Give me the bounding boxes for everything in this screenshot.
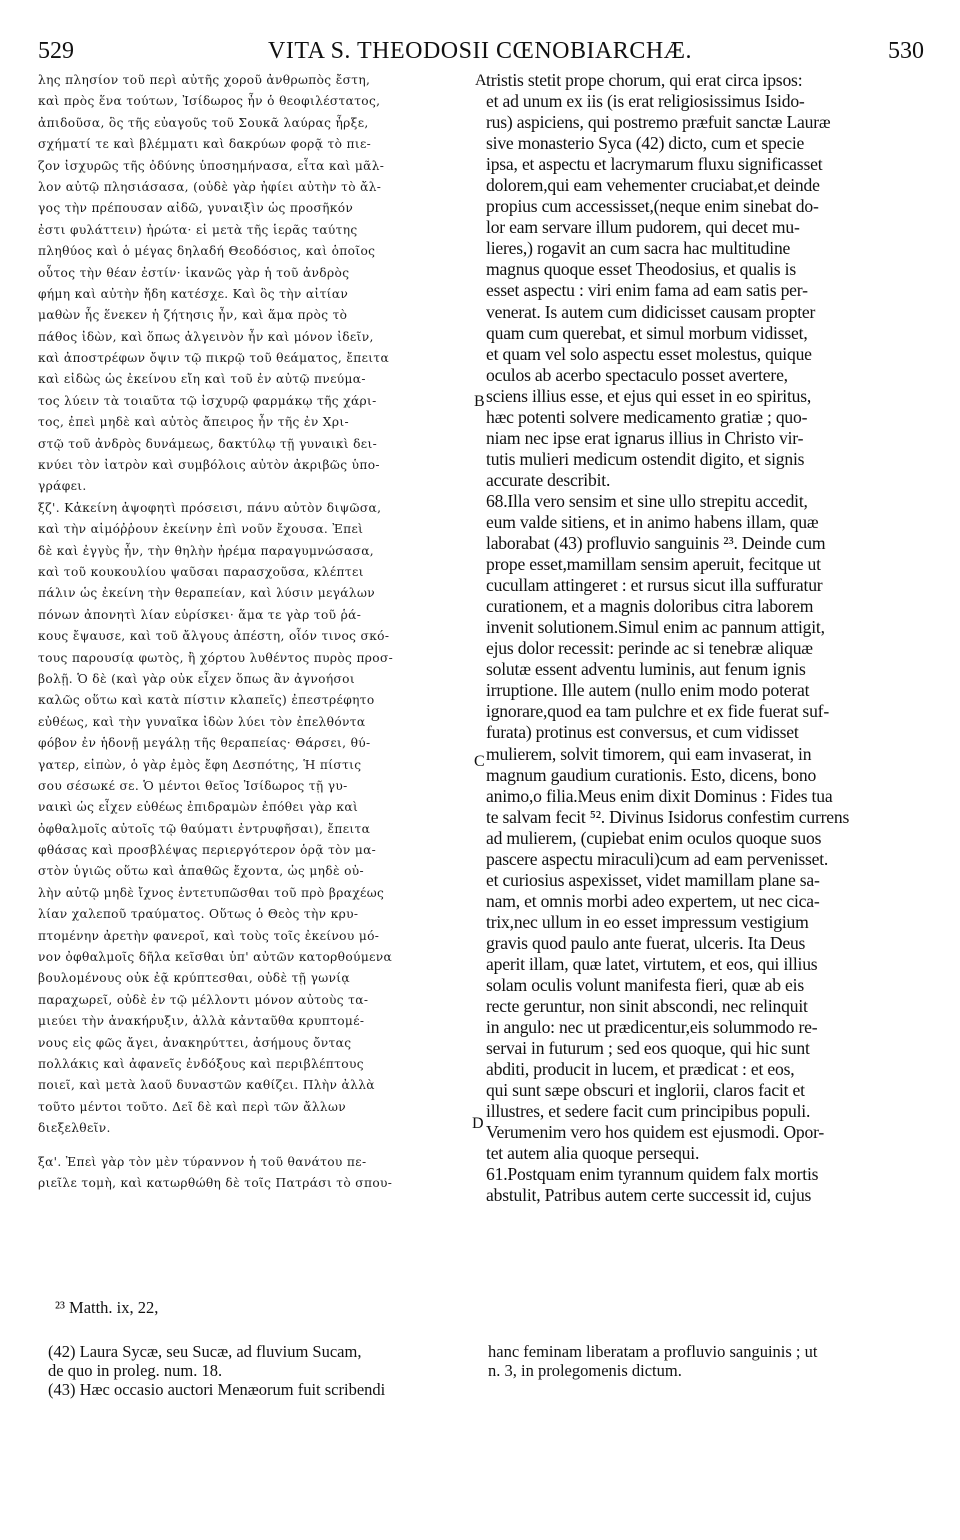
latin-text-line: abditi, producit in lucem, et prædicat : et eos,	[486, 1059, 795, 1080]
greek-text-line	[38, 1140, 490, 1152]
greek-text-line: ἀπιδοῦσα, ὃς τῆς εὐαγοῦς τοῦ Σουκᾶ λαύρας ἦρξε,	[38, 115, 369, 130]
running-header	[30, 38, 930, 68]
latin-text-line: sciens illius esse, et ejus qui esset in eo spiritus,	[486, 385, 812, 406]
latin-text-line: oculos ab acerbo spectaculo posset avertere,	[486, 364, 788, 385]
latin-text-line: tutis mulieri medicum ostendit digito, et signis	[486, 448, 805, 469]
greek-text-line: πόνων ἀπονητὶ λίαν εὑρίσκει· ἅμα τε γὰρ τοῦ ῥά-	[38, 607, 362, 622]
latin-text-line: 61.Postquam enim tyrannum quidem falx mortis	[486, 1164, 819, 1185]
latin-text-line: irruptione. Ille autem (nullo enim modo poterat	[486, 680, 810, 701]
latin-text-line: dolorem,qui eam vehementer cruciabat,et deinde	[486, 175, 820, 196]
greek-text-line: πτομένην ἀρετὴν φανεροῖ, καὶ τοὺς τοῖς ἐκείνου μό-	[38, 928, 380, 943]
latin-text-line: animo,o filia.Meus enim dixit Dominus : Fides tua	[486, 785, 833, 806]
greek-text-line: ἐστι φυλάττειν) ἠρώτα· εἰ μετὰ τῆς ἱερᾶς ταύτης	[38, 222, 358, 237]
greek-text-line: βολῇ. Ὁ δὲ (καὶ γὰρ οὐκ εἶχεν ὅπως ἂν ἀγνοήσοι	[38, 671, 355, 686]
latin-text-line: sive monasterio Syca (42) dicto, cum et specie	[486, 133, 805, 154]
greek-text-line: διεξελθεῖν.	[38, 1121, 111, 1136]
footnotes-left	[48, 1342, 478, 1399]
footnote-line: (43) Hæc occasio auctori Menæorum fuit scribendi	[48, 1380, 386, 1399]
greek-text-line: παραχωρεῖ, οὐδὲ ἐν τῷ μέλλοντι μόνον αὐτοὺς τα-	[38, 992, 369, 1007]
greek-text-line: ὀφθαλμοῖς αὐτοῖς τῷ θαύματι ἐντρυφῆσαι), ἔπειτα	[38, 821, 371, 836]
latin-text-line: quam cum querebat, et simul morbum vidisset,	[486, 322, 808, 343]
greek-text-line: λὴν αὐτῷ μηδὲ ἴχνος ἐντετυπῶσθαι τοῦ πρὸ βραχέως	[38, 885, 385, 900]
greek-text-line: τος, ἐπεὶ μηδὲ καὶ αὐτὸς ἄπειρος ἦν τῆς ἐν Χρι-	[38, 415, 349, 430]
greek-text-line: καλῶς οὕτω καὶ κατὰ πίστιν κλαπεῖς) ἐπεστρέφητο	[38, 693, 375, 708]
greek-text-line: μιεύει τὴν ἀνακήρυξιν, ἀλλὰ κἀνταῦθα κρυπτομέ-	[38, 1014, 365, 1029]
latin-text-line: 68.Illa vero sensim et sine ullo strepitu accedit,	[486, 490, 808, 511]
running-title: VITA S. THEODOSII CŒNOBIARCHÆ.	[268, 38, 692, 64]
latin-text-line: et quam vel solo aspectu esset molestus, quique	[486, 343, 812, 364]
footnote-line: (42) Laura Sycæ, seu Sucæ, ad fluvium Sucam,	[48, 1342, 362, 1361]
scripture-footnote	[55, 1298, 475, 1317]
latin-text-line: propius cum accessisset,(neque enim sinebat do-	[486, 196, 819, 217]
greek-text-line: νους εἰς φῶς ἄγει, ἀνακηρύττει, ἀσήμους ὄντας	[38, 1035, 352, 1050]
greek-text-line: ζον ἰσχυρῶς τῆς ὀδύνης ὑποσημήνασα, εἶτα καὶ μᾶλ-	[38, 158, 385, 173]
footnotes-right	[488, 1342, 928, 1380]
latin-text-line: recte geruntur, non sinit abscondi, nec relinquit	[486, 996, 808, 1017]
greek-text-line: πληθύος καὶ ὁ μέγας δηλαδή Θεοδόσιος, καὶ ὁποῖος	[38, 244, 376, 259]
greek-text-line: κνύει τὸν ἰατρὸν καὶ συμβόλοις αὐτὸν ἀκριβῶς ὑπο-	[38, 458, 380, 473]
latin-text-line: solam oculis volunt manifesta fieri, quæ ab eis	[486, 975, 804, 996]
greek-column	[38, 70, 490, 1194]
greek-text-line: ξζ'. Κἀκείνη ἀψοφητὶ πρόσεισι, πάνυ αὐτὸν διψῶσα,	[38, 500, 382, 515]
latin-text-line: Verumenim vero hos quidem est ejusmodi. Opor-	[486, 1122, 825, 1143]
scripture-reference: ²³ Matth. ix, 22,	[55, 1298, 159, 1317]
latin-text-line: ignorare,quod ea tam pulchre et ex fide fuerat suf-	[486, 701, 829, 722]
greek-text-line: ριεῖλε τομὴ, καὶ κατωρθώθη δὲ τοῖς Πατράσι τὸ σπου-	[38, 1175, 393, 1190]
latin-text-line: magnum gaudium curationis. Esto, dicens, bono	[486, 764, 817, 785]
page-number-right: 530	[888, 38, 924, 64]
latin-text-line: tristis stetit prope chorum, qui erat circa ipsos:	[486, 70, 803, 90]
latin-column	[486, 70, 930, 1207]
greek-text-line: γος τὴν πρέπουσαν αἰδῶ, γυναιξὶν ὡς προσῆκόν	[38, 201, 354, 216]
greek-text-line: καὶ ἀποστρέφων ὄψιν τῷ πικρῷ τοῦ θεάματος, ἔπειτα	[38, 351, 390, 366]
greek-text-line: πάλιν ὡς ἐκείνη τὴν θεραπείαν, καὶ λύσιν μεγάλων	[38, 586, 375, 601]
greek-text-line: καὶ τοῦ κουκουλίου ψαῦσαι παρασχοῦσα, κλέπτει	[38, 564, 364, 579]
greek-text-line: βουλομένους οὐκ ἐᾷ κρύπτεσθαι, οὐδὲ τῇ γωνίᾳ	[38, 971, 350, 986]
greek-text-line: γατερ, εἰπὼν, ὁ γὰρ ἐμὸς ἔφη Δεσπότης, Ἡ πίστις	[38, 757, 362, 772]
latin-text-line: te salvam fecit ⁵². Divinus Isidorus confestim currens	[486, 806, 850, 827]
greek-text-line: λης πλησίον τοῦ περὶ αὐτῆς χοροῦ ἀνθρωπὸς ἔστη,	[38, 73, 371, 87]
greek-text-line: καὶ πρὸς ἕνα τούτων, Ἰσίδωρος ἦν ὁ θεοφιλέστατος,	[38, 94, 381, 109]
greek-text-line: τοῦτο μέντοι τοῦτο. Δεῖ δὲ καὶ περὶ τῶν ἄλλων	[38, 1099, 347, 1114]
latin-text-line: nam, et omnis morbi adeo expertem, ut nec cica-	[486, 890, 820, 911]
greek-text-line: καὶ εἰδὼς ὡς ἐκείνου εἴη καὶ τοῦ ἐν αὐτῷ πνεύμα-	[38, 372, 366, 387]
greek-text-line: σου σέσωκέ σε. Ὁ μέντοι θεῖος Ἰσίδωρος τῇ γυ-	[38, 778, 348, 793]
latin-text-line: laborabat (43) profluvio sanguinis ²³. Deinde cum	[486, 533, 826, 554]
footnote-line: hanc feminam liberatam a profluvio sanguinis ; ut	[488, 1342, 818, 1361]
latin-text-line: gravis quod paulo ante fuerat, ulceris. Ita Deus	[486, 932, 806, 953]
latin-text-line: tet autem alia quoque persequi.	[486, 1143, 700, 1164]
latin-text-line: rus) aspiciens, qui postremo præfuit sanctæ Lauræ	[486, 112, 831, 133]
latin-text-line: ejus dolor recessit: perinde ac si tenebræ aliquæ	[486, 638, 813, 659]
latin-text-line: et curiosius aspexisset, videt mamillam plane sa-	[486, 869, 820, 890]
latin-text-line: niam nec ipse erat ignarus illius in Christo vir-	[486, 427, 804, 448]
greek-text-line: γράφει.	[38, 479, 87, 494]
latin-text-line: abstulit, Patribus autem certe successit id, cujus	[486, 1185, 812, 1206]
margin-letter-b: B	[474, 393, 485, 410]
latin-text-line: curationem, et a magnis doloribus citra laborem	[486, 596, 814, 617]
greek-text-line: οὗτος τὴν θέαν ἐστίν· ἱκανῶς γὰρ ἡ τοῦ ἀνδρὸς	[38, 265, 350, 280]
latin-text-line: solutæ essent adventu luminis, aut fenum ignis	[486, 659, 806, 680]
latin-text-line: venerat. Is autem cum didicisset causam propter	[486, 301, 816, 322]
latin-text-line: invenit solutionem.Simul enim ac pannum attigit,	[486, 617, 825, 638]
latin-text-line: accurate describit.	[486, 469, 611, 490]
latin-text-line: illustres, et sedere facit cum principibus populi.	[486, 1101, 811, 1122]
latin-text-line: magnus quoque esset Theodosius, et qualis is	[486, 259, 796, 280]
margin-letter-a: A	[475, 72, 487, 89]
greek-text-line: πολλάκις καὶ ἀφανεῖς ἐνδόξους καὶ περιβλέπτους	[38, 1056, 364, 1071]
greek-text-line: φόβον ἐν ἡδονῇ μεγάλῃ τῆς θεραπείας· Θάρσει, θύ-	[38, 736, 371, 751]
greek-text-line: στῷ τοῦ ἀνδρὸς δυνάμεως, δακτύλῳ τῇ γυναικὶ δει-	[38, 436, 378, 451]
greek-text-line: νον ὀφθαλμοῖς δῆλα κεῖσθαι ὑπ' αὐτῶν κατορθούμενα	[38, 950, 393, 965]
greek-text-line: σχήματί τε καὶ βλέμματι καὶ δακρύων φορᾷ τὸ πιε-	[38, 137, 372, 152]
latin-text-line: mulierem, solvit timorem, qui eam invaserat, in	[486, 743, 812, 764]
greek-text-line: λον αὐτῷ πλησιάσασα, (οὐδὲ γὰρ ἠφίει αὐτὴν τὸ ἄλ-	[38, 179, 382, 194]
greek-text-line: φθάσας καὶ προσβλέψας περιεργότερον ὁρᾷ τὸν μα-	[38, 843, 377, 858]
latin-text-line: lor eam servare illum pudorem, qui decet mu-	[486, 217, 800, 238]
greek-text-line: πάθος ἰδὼν, καὶ ὅπως ἀλγεινὸν ἦν καὶ μόνον ἰδεῖν,	[38, 329, 374, 344]
latin-text-line: eum valde sitiens, et in animo habens illam, quæ	[486, 511, 819, 532]
greek-text-line: φήμη καὶ αὐτὴν ἤδη κατέσχε. Καὶ ὃς τὴν αἰτίαν	[38, 286, 349, 301]
latin-text-line: hæc potenti solvere medicamento gratiæ ; quo-	[486, 406, 808, 427]
greek-text-line: λίαν χαλεποῦ τραύματος. Οὕτως ὁ Θεὸς τὴν κρυ-	[38, 907, 359, 922]
latin-text-line: in angulo: nec ut prædicentur,eis solummodo re-	[486, 1017, 818, 1038]
latin-text-line: esset aspectu : viri enim fama ad eam satis per-	[486, 280, 808, 301]
latin-text-line: trix,nec ullum in eo esset impressum vestigium	[486, 911, 809, 932]
greek-text-line: δὲ καὶ ἐγγὺς ἦν, τὴν θηλὴν ἠρέμα παραγυμνώσασα,	[38, 543, 375, 558]
greek-text-line: στὸν ὑγιῶς οὕτω καὶ ἀπαθῶς ἔχοντα, ὡς μηδὲ οὐ-	[38, 864, 365, 879]
greek-text-line: τους παρουσίᾳ φωτὸς, ἢ χόρτου λυθέντος πυρὸς προσ-	[38, 650, 394, 665]
page-number-left: 529	[38, 38, 74, 64]
greek-text-line: ξα'. Ἐπεὶ γὰρ τὸν μὲν τύραννον ἡ τοῦ θανάτου πε-	[38, 1154, 367, 1169]
margin-letter-d: D	[472, 1115, 484, 1132]
greek-text-line: ναικὶ ὡς εἶχεν εὐθέως ἐπιδραμὼν ἐπόθει γὰρ καὶ	[38, 800, 359, 815]
latin-text-line: ad mulierem, (cupiebat enim oculos quoque suos	[486, 827, 822, 848]
latin-text-line: prope esset,mamillam sensim aperuit, fecitque ut	[486, 554, 821, 575]
greek-text-line: τος λύειν τὰ τοιαῦτα τῷ ἰσχυρῷ φαρμάκῳ τῆς χάρι-	[38, 393, 377, 408]
footnote-line: de quo in proleg. num. 18.	[48, 1361, 223, 1380]
greek-text-line: μαθὼν ἧς ἕνεκεν ἡ ζήτησις ἦν, καὶ ἅμα πρὸς τὸ	[38, 308, 348, 323]
margin-letter-c: C	[474, 753, 485, 770]
footnote-line: n. 3, in prolegomenis dictum.	[488, 1361, 682, 1380]
greek-text-line: ποιεῖ, καὶ μετὰ λαοῦ δυναστῶν καθίζει. Πλὴν ἀλλὰ	[38, 1078, 375, 1093]
greek-text-line: κους ἔψαυσε, καὶ τοῦ ἄλγους ἀπέστη, οἷόν τινος σκό-	[38, 629, 390, 644]
greek-text-line: καὶ τὴν αἱμόῤῥουν ἐκείνην ἐπὶ νοῦν ἔχουσα. Ἐπεὶ	[38, 522, 364, 537]
latin-text-line: aperit illam, quæ latet, virtutem, et eos, qui illius	[486, 953, 818, 974]
latin-text-line: et ad unum ex iis (is erat religiosissimus Isido-	[486, 91, 805, 112]
latin-text-line: qui sunt sæpe obscuri et inglorii, claros facit et	[486, 1080, 805, 1101]
latin-text-line: cucullam attingeret : et rursus sicut illa suffuratur	[486, 575, 823, 596]
latin-text-line: furata) protinus est conversus, et cum vidisset	[486, 722, 799, 743]
latin-text-line: lieres,) rogavit an cum sacra hac multitudine	[486, 238, 791, 259]
greek-text-line: εὐθέως, καὶ τὴν γυναῖκα ἰδὼν λύει τὸν ἐπελθόντα	[38, 714, 366, 729]
latin-text-line: ipsa, et aspectu et lacrymarum fluxu significasset	[486, 154, 823, 175]
latin-text-line: servai in futurum ; sed eos quoque, qui hic sunt	[486, 1038, 810, 1059]
latin-text-line: pascere aspectu miraculi)cum ad eam pervenisset.	[486, 848, 829, 869]
